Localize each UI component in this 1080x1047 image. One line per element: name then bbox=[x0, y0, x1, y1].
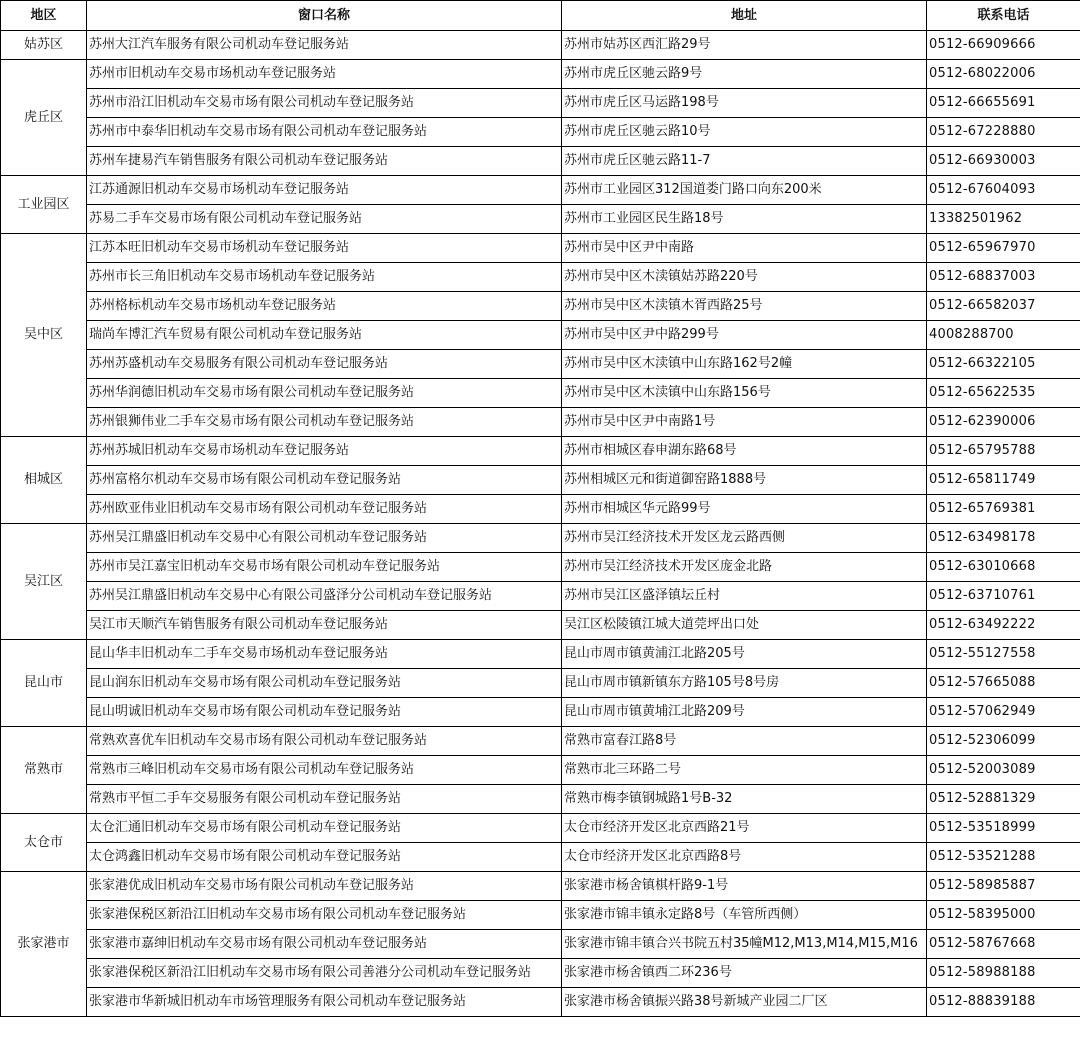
phone-cell: 0512-58988188 bbox=[927, 959, 1080, 988]
station-name-cell: 苏州市沿江旧机动车交易市场有限公司机动车登记服务站 bbox=[87, 89, 562, 118]
phone-cell: 4008288700 bbox=[927, 321, 1080, 350]
table-row bbox=[1, 727, 1080, 756]
address-cell: 苏州市相城区华元路99号 bbox=[562, 495, 927, 524]
phone-cell: 0512-66582037 bbox=[927, 292, 1080, 321]
region-cell: 太仓市 bbox=[1, 814, 87, 872]
station-name-cell: 苏州市吴江嘉宝旧机动车交易市场有限公司机动车登记服务站 bbox=[87, 553, 562, 582]
station-name-cell: 张家港市嘉绅旧机动车交易市场有限公司机动车登记服务站 bbox=[87, 930, 562, 959]
phone-cell: 0512-63492222 bbox=[927, 611, 1080, 640]
address-cell: 苏州市吴中区木渎镇姑苏路220号 bbox=[562, 263, 927, 292]
station-name-cell: 苏州苏城旧机动车交易市场机动车登记服务站 bbox=[87, 437, 562, 466]
station-name-cell: 苏州欧亚伟业旧机动车交易市场有限公司机动车登记服务站 bbox=[87, 495, 562, 524]
table-row bbox=[1, 495, 1080, 524]
address-cell: 太仓市经济开发区北京西路21号 bbox=[562, 814, 927, 843]
header-phone: 联系电话 bbox=[927, 1, 1080, 31]
station-name-cell: 吴江市天顺汽车销售服务有限公司机动车登记服务站 bbox=[87, 611, 562, 640]
table-row bbox=[1, 785, 1080, 814]
address-cell: 苏州市相城区春申湖东路68号 bbox=[562, 437, 927, 466]
phone-cell: 0512-66655691 bbox=[927, 89, 1080, 118]
region-cell: 吴江区 bbox=[1, 524, 87, 640]
phone-cell: 0512-58767668 bbox=[927, 930, 1080, 959]
phone-cell: 0512-66322105 bbox=[927, 350, 1080, 379]
phone-cell: 0512-52003089 bbox=[927, 756, 1080, 785]
address-cell: 苏州市工业园区民生路18号 bbox=[562, 205, 927, 234]
table-row bbox=[1, 640, 1080, 669]
station-name-cell: 苏州大江汽车服务有限公司机动车登记服务站 bbox=[87, 31, 562, 60]
phone-cell: 0512-58395000 bbox=[927, 901, 1080, 930]
station-name-cell: 苏州苏盛机动车交易服务有限公司机动车登记服务站 bbox=[87, 350, 562, 379]
station-name-cell: 苏州吴江鼎盛旧机动车交易中心有限公司盛泽分公司机动车登记服务站 bbox=[87, 582, 562, 611]
address-cell: 常熟市北三环路二号 bbox=[562, 756, 927, 785]
address-cell: 张家港市杨舍镇棋杆路9-1号 bbox=[562, 872, 927, 901]
table-row bbox=[1, 872, 1080, 901]
table-row bbox=[1, 843, 1080, 872]
region-cell: 相城区 bbox=[1, 437, 87, 524]
table-row bbox=[1, 89, 1080, 118]
table-row bbox=[1, 234, 1080, 263]
station-name-cell: 江苏本旺旧机动车交易市场机动车登记服务站 bbox=[87, 234, 562, 263]
phone-cell: 0512-63498178 bbox=[927, 524, 1080, 553]
table-row bbox=[1, 698, 1080, 727]
table-row bbox=[1, 408, 1080, 437]
region-cell: 工业园区 bbox=[1, 176, 87, 234]
table-row bbox=[1, 437, 1080, 466]
region-cell: 常熟市 bbox=[1, 727, 87, 814]
station-name-cell: 苏易二手车交易市场有限公司机动车登记服务站 bbox=[87, 205, 562, 234]
address-cell: 常熟市富春江路8号 bbox=[562, 727, 927, 756]
station-name-cell: 张家港市华新城旧机动车市场管理服务有限公司机动车登记服务站 bbox=[87, 988, 562, 1017]
phone-cell: 0512-65795788 bbox=[927, 437, 1080, 466]
phone-cell: 0512-65769381 bbox=[927, 495, 1080, 524]
region-cell: 张家港市 bbox=[1, 872, 87, 1017]
address-cell: 苏州市虎丘区马运路198号 bbox=[562, 89, 927, 118]
phone-cell: 0512-58985887 bbox=[927, 872, 1080, 901]
address-cell: 常熟市梅李镇钢城路1号B-32 bbox=[562, 785, 927, 814]
table-row bbox=[1, 31, 1080, 60]
station-name-cell: 苏州华润德旧机动车交易市场有限公司机动车登记服务站 bbox=[87, 379, 562, 408]
phone-cell: 0512-68837003 bbox=[927, 263, 1080, 292]
address-cell: 苏州市吴中区尹中路299号 bbox=[562, 321, 927, 350]
table-row bbox=[1, 988, 1080, 1017]
station-name-cell: 苏州市旧机动车交易市场机动车登记服务站 bbox=[87, 60, 562, 89]
address-cell: 苏州市工业园区312国道娄门路口向东200米 bbox=[562, 176, 927, 205]
region-cell: 姑苏区 bbox=[1, 31, 87, 60]
phone-cell: 0512-68022006 bbox=[927, 60, 1080, 89]
header-row bbox=[1, 1, 1080, 31]
phone-cell: 0512-57062949 bbox=[927, 698, 1080, 727]
station-name-cell: 苏州吴江鼎盛旧机动车交易中心有限公司机动车登记服务站 bbox=[87, 524, 562, 553]
station-name-cell: 苏州格标机动车交易市场机动车登记服务站 bbox=[87, 292, 562, 321]
phone-cell: 0512-62390006 bbox=[927, 408, 1080, 437]
region-cell: 虎丘区 bbox=[1, 60, 87, 176]
address-cell: 苏州市吴中区木渎镇木胥西路25号 bbox=[562, 292, 927, 321]
header-region: 地区 bbox=[1, 1, 87, 31]
address-cell: 苏州市姑苏区西汇路29号 bbox=[562, 31, 927, 60]
address-cell: 苏州市吴中区尹中南路1号 bbox=[562, 408, 927, 437]
header-name: 窗口名称 bbox=[87, 1, 562, 31]
phone-cell: 0512-52881329 bbox=[927, 785, 1080, 814]
address-cell: 苏州市虎丘区驰云路10号 bbox=[562, 118, 927, 147]
phone-cell: 0512-66930003 bbox=[927, 147, 1080, 176]
station-name-cell: 瑞尚车博汇汽车贸易有限公司机动车登记服务站 bbox=[87, 321, 562, 350]
address-cell: 昆山市周市镇黄浦江北路205号 bbox=[562, 640, 927, 669]
phone-cell: 0512-57665088 bbox=[927, 669, 1080, 698]
phone-cell: 0512-65811749 bbox=[927, 466, 1080, 495]
station-name-cell: 昆山明诚旧机动车交易市场有限公司机动车登记服务站 bbox=[87, 698, 562, 727]
station-name-cell: 常熟市三峰旧机动车交易市场有限公司机动车登记服务站 bbox=[87, 756, 562, 785]
table-row bbox=[1, 466, 1080, 495]
address-cell: 张家港市锦丰镇合兴书院五村35幢M12,M13,M14,M15,M16 bbox=[562, 930, 927, 959]
table-row bbox=[1, 205, 1080, 234]
station-name-cell: 江苏通源旧机动车交易市场机动车登记服务站 bbox=[87, 176, 562, 205]
table-row bbox=[1, 814, 1080, 843]
table-row bbox=[1, 321, 1080, 350]
station-name-cell: 苏州银狮伟业二手车交易市场有限公司机动车登记服务站 bbox=[87, 408, 562, 437]
station-name-cell: 张家港保税区新沿江旧机动车交易市场有限公司善港分公司机动车登记服务站 bbox=[87, 959, 562, 988]
address-cell: 苏州市虎丘区驰云路11-7 bbox=[562, 147, 927, 176]
table-row bbox=[1, 60, 1080, 89]
table-row bbox=[1, 350, 1080, 379]
phone-cell: 0512-55127558 bbox=[927, 640, 1080, 669]
station-name-cell: 常熟市平恒二手车交易服务有限公司机动车登记服务站 bbox=[87, 785, 562, 814]
station-name-cell: 张家港保税区新沿江旧机动车交易市场有限公司机动车登记服务站 bbox=[87, 901, 562, 930]
address-cell: 吴江区松陵镇江城大道莞坪出口处 bbox=[562, 611, 927, 640]
address-cell: 太仓市经济开发区北京西路8号 bbox=[562, 843, 927, 872]
phone-cell: 0512-63710761 bbox=[927, 582, 1080, 611]
address-cell: 张家港市锦丰镇永定路8号（车管所西侧） bbox=[562, 901, 927, 930]
address-cell: 苏州市吴江经济技术开发区龙云路西侧 bbox=[562, 524, 927, 553]
table-row bbox=[1, 756, 1080, 785]
table-row bbox=[1, 611, 1080, 640]
address-cell: 苏州市吴中区尹中南路 bbox=[562, 234, 927, 263]
table-row bbox=[1, 901, 1080, 930]
table-row bbox=[1, 582, 1080, 611]
station-name-cell: 苏州市长三角旧机动车交易市场机动车登记服务站 bbox=[87, 263, 562, 292]
table-row bbox=[1, 524, 1080, 553]
region-cell: 昆山市 bbox=[1, 640, 87, 727]
table-row bbox=[1, 147, 1080, 176]
address-cell: 苏州市吴中区木渎镇中山东路156号 bbox=[562, 379, 927, 408]
address-cell: 昆山市周市镇黄埔江北路209号 bbox=[562, 698, 927, 727]
table-row bbox=[1, 959, 1080, 988]
address-cell: 苏州市吴江经济技术开发区庞金北路 bbox=[562, 553, 927, 582]
station-name-cell: 昆山润东旧机动车交易市场有限公司机动车登记服务站 bbox=[87, 669, 562, 698]
phone-cell: 0512-66909666 bbox=[927, 31, 1080, 60]
phone-cell: 0512-67228880 bbox=[927, 118, 1080, 147]
station-name-cell: 太仓鸿鑫旧机动车交易市场有限公司机动车登记服务站 bbox=[87, 843, 562, 872]
table-row bbox=[1, 930, 1080, 959]
station-name-cell: 昆山华丰旧机动车二手车交易市场机动车登记服务站 bbox=[87, 640, 562, 669]
table-row bbox=[1, 553, 1080, 582]
phone-cell: 0512-65967970 bbox=[927, 234, 1080, 263]
address-cell: 张家港市杨舍镇西二环236号 bbox=[562, 959, 927, 988]
table-row bbox=[1, 379, 1080, 408]
address-cell: 苏州市吴中区木渎镇中山东路162号2幢 bbox=[562, 350, 927, 379]
table-row bbox=[1, 176, 1080, 205]
station-name-cell: 苏州富格尔机动车交易市场有限公司机动车登记服务站 bbox=[87, 466, 562, 495]
station-name-cell: 太仓汇通旧机动车交易市场有限公司机动车登记服务站 bbox=[87, 814, 562, 843]
table-row bbox=[1, 292, 1080, 321]
table-row bbox=[1, 118, 1080, 147]
phone-cell: 0512-65622535 bbox=[927, 379, 1080, 408]
address-cell: 张家港市杨舍镇振兴路38号新城产业园二厂区 bbox=[562, 988, 927, 1017]
region-cell: 吴中区 bbox=[1, 234, 87, 437]
station-name-cell: 常熟欢喜优车旧机动车交易市场有限公司机动车登记服务站 bbox=[87, 727, 562, 756]
station-name-cell: 苏州市中泰华旧机动车交易市场有限公司机动车登记服务站 bbox=[87, 118, 562, 147]
phone-cell: 0512-53521288 bbox=[927, 843, 1080, 872]
table-row bbox=[1, 669, 1080, 698]
address-cell: 苏州市虎丘区驰云路9号 bbox=[562, 60, 927, 89]
phone-cell: 0512-52306099 bbox=[927, 727, 1080, 756]
phone-cell: 0512-63010668 bbox=[927, 553, 1080, 582]
phone-cell: 0512-88839188 bbox=[927, 988, 1080, 1017]
table-body bbox=[1, 31, 1080, 1017]
phone-cell: 0512-53518999 bbox=[927, 814, 1080, 843]
address-cell: 苏州相城区元和街道御窑路1888号 bbox=[562, 466, 927, 495]
phone-cell: 0512-67604093 bbox=[927, 176, 1080, 205]
phone-cell: 13382501962 bbox=[927, 205, 1080, 234]
station-name-cell: 张家港优成旧机动车交易市场有限公司机动车登记服务站 bbox=[87, 872, 562, 901]
header-address: 地址 bbox=[562, 1, 927, 31]
address-cell: 昆山市周市镇新镇东方路105号8号房 bbox=[562, 669, 927, 698]
table-row bbox=[1, 263, 1080, 292]
station-name-cell: 苏州车捷易汽车销售服务有限公司机动车登记服务站 bbox=[87, 147, 562, 176]
address-cell: 苏州市吴江区盛泽镇坛丘村 bbox=[562, 582, 927, 611]
